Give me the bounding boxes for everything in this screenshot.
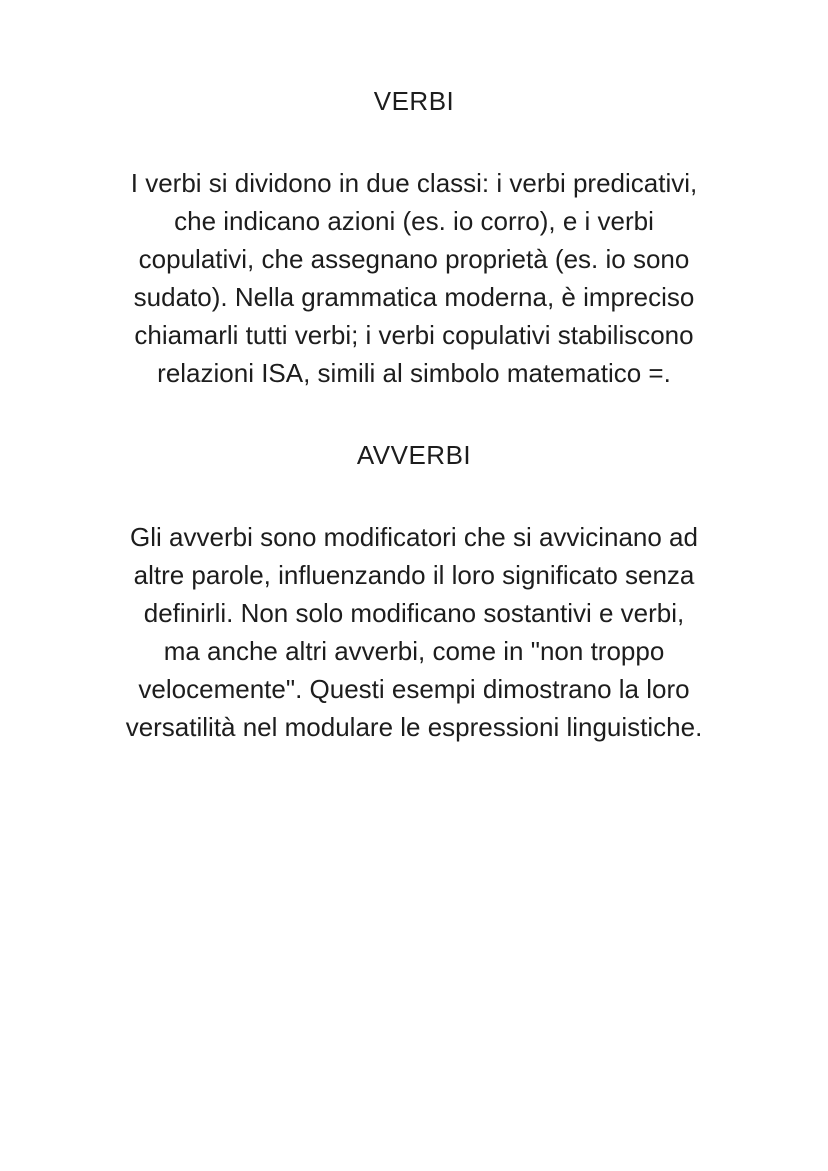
paragraph-line: altre parole, influenzando il loro significato senza	[133, 560, 695, 590]
paragraph-line: velocemente". Questi esempi dimostrano la loro	[138, 674, 690, 704]
paragraph-line: chiamarli tutti verbi; i verbi copulativi stabiliscono	[134, 320, 694, 350]
paragraph-line: copulativi, che assegnano proprietà (es. io sono	[138, 244, 690, 274]
paragraph-line: relazioni ISA, simili al simbolo matematico =.	[157, 358, 671, 388]
paragraph-line: I verbi si dividono in due classi: i verbi predicativi,	[130, 168, 698, 198]
section-heading-verbi: VERBI	[373, 86, 455, 116]
document-content	[64, 82, 764, 746]
paragraph-line: sudato). Nella grammatica moderna, è impreciso	[133, 282, 695, 312]
paragraph-avverbi	[64, 518, 764, 746]
section-avverbi	[64, 436, 764, 746]
paragraph-line: definirli. Non solo modificano sostantivi e verbi,	[143, 598, 685, 628]
paragraph-line: che indicano azioni (es. io corro), e i verbi	[174, 206, 654, 236]
paragraph-line: ma anche altri avverbi, come in "non troppo	[163, 636, 665, 666]
paragraph-line: versatilità nel modulare le espressioni linguistiche.	[125, 712, 703, 742]
paragraph-verbi	[64, 164, 764, 392]
section-verbi	[64, 82, 764, 392]
paragraph-line: Gli avverbi sono modificatori che si avvicinano ad	[130, 522, 698, 552]
section-heading-avverbi: AVVERBI	[356, 440, 472, 470]
